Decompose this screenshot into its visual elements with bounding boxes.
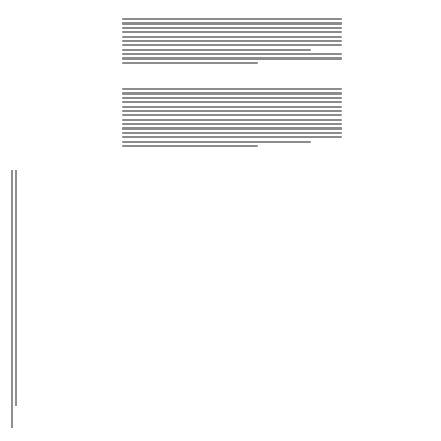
spine-credit	[10, 170, 20, 430]
text-line	[122, 57, 342, 59]
text-line	[122, 114, 342, 116]
text-line	[122, 92, 342, 94]
text-line	[122, 97, 342, 99]
running-head	[122, 3, 342, 11]
text-line	[122, 62, 258, 64]
text-line	[122, 141, 311, 143]
text-line	[122, 40, 342, 42]
text-line	[122, 145, 258, 147]
text-line	[122, 101, 342, 103]
text-line	[122, 106, 342, 108]
text-line	[122, 53, 342, 55]
author-bio-1	[122, 18, 342, 82]
text-line	[122, 119, 342, 121]
text-line	[122, 88, 342, 90]
text-line	[122, 132, 342, 134]
text-line	[122, 44, 342, 46]
text-line	[122, 127, 342, 129]
text-line	[122, 136, 342, 138]
text-line	[122, 22, 342, 24]
credit-line	[11, 170, 13, 428]
author-bio-2	[122, 88, 342, 164]
text-line	[122, 27, 342, 29]
text-line	[122, 36, 342, 38]
text-line	[122, 49, 311, 51]
text-line	[122, 123, 342, 125]
text-line	[122, 110, 342, 112]
text-line	[122, 18, 342, 20]
credit-line	[15, 170, 17, 406]
text-line	[122, 31, 342, 33]
